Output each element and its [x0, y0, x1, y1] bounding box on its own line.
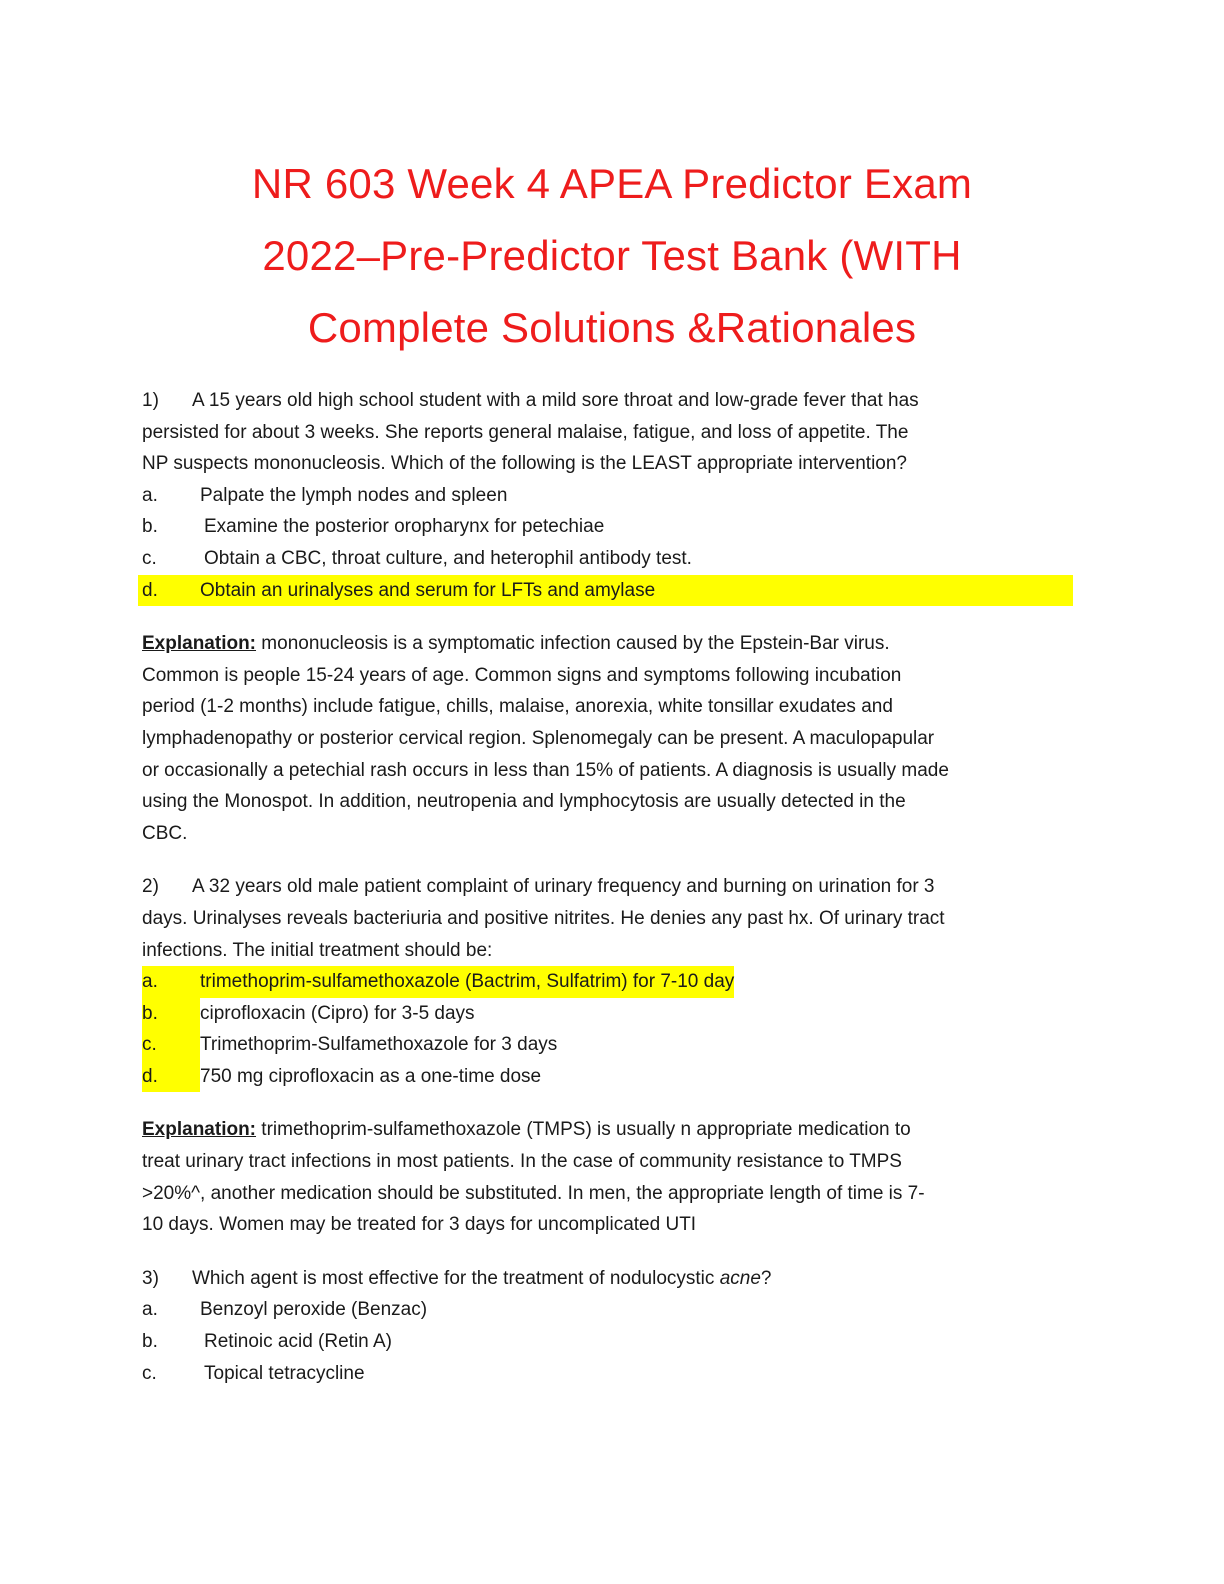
explanation: [142, 628, 1077, 849]
explanation: [142, 1114, 1077, 1240]
explanation-text: >20%^, another medication should be substituted. In men, the appropriate length of time is 7-: [142, 1182, 925, 1204]
question-text: infections. The initial treatment should be:: [142, 939, 493, 961]
answer-option: [142, 998, 1077, 1030]
explanation-label: Explanation:: [142, 1119, 257, 1141]
italic-term: acne: [719, 1267, 761, 1289]
option-text: Obtain a CBC, throat culture, and heterophil antibody test.: [204, 547, 692, 569]
explanation-text: Common is people 15-24 years of age. Common signs and symptoms following incubation: [142, 664, 902, 686]
option-text: ciprofloxacin (Cipro) for 3-5 days: [200, 1002, 475, 1024]
title-line: 2022–Pre-Predictor Test Bank (WITH: [262, 232, 962, 279]
answer-option: [142, 480, 1077, 512]
option-text: Retinoic acid (Retin A): [204, 1331, 392, 1353]
explanation-text: trimethoprim-sulfamethoxazole (TMPS) is usually n appropriate medication to: [256, 1119, 911, 1141]
answer-option: [142, 1294, 1077, 1326]
option-letter: c.: [142, 1029, 200, 1061]
document-body: [142, 385, 1077, 1389]
option-letter: a.: [142, 1299, 158, 1321]
option-text: Topical tetracycline: [204, 1362, 365, 1384]
title-line: Complete Solutions &Rationales: [307, 304, 917, 351]
option-text: 750 mg ciprofloxacin as a one-time dose: [200, 1065, 542, 1087]
explanation-text: treat urinary tract infections in most patients. In the case of community resistance to TMPS: [142, 1151, 902, 1173]
title-line: NR 603 Week 4 APEA Predictor Exam: [251, 160, 973, 207]
explanation-text: or occasionally a petechial rash occurs in less than 15% of patients. A diagnosis is usually made: [142, 759, 949, 781]
question-number: 2): [142, 876, 159, 898]
explanation-text: CBC.: [142, 822, 188, 844]
option-text: Examine the posterior oropharynx for petechiae: [204, 516, 605, 538]
answer-option-highlighted: [142, 966, 1077, 998]
question-2: [142, 871, 1077, 1241]
option-letter: b.: [142, 516, 158, 538]
question-text: A 32 years old male patient complaint of urinary frequency and burning on urination for 3: [192, 876, 935, 898]
answer-option: [142, 1326, 1077, 1358]
option-text: Trimethoprim-Sulfamethoxazole for 3 days: [200, 1034, 558, 1056]
document-title: [120, 148, 1104, 364]
explanation-text: lymphadenopathy or posterior cervical region. Splenomegaly can be present. A maculopapular: [142, 727, 935, 749]
answer-option: [142, 543, 1077, 575]
question-text: NP suspects mononucleosis. Which of the following is the LEAST appropriate intervention?: [142, 453, 907, 475]
explanation-text: mononucleosis is a symptomatic infection caused by the Epstein-Bar virus.: [256, 633, 890, 655]
option-text: trimethoprim-sulfamethoxazole (Bactrim, Sulfatrim) for 7-10 day: [200, 966, 734, 998]
option-letter: d.: [142, 579, 158, 601]
option-text: Obtain an urinalyses and serum for LFTs and amylase: [200, 579, 656, 601]
explanation-label: Explanation:: [142, 633, 257, 655]
question-1: [142, 385, 1077, 849]
answer-option: [142, 1029, 1077, 1061]
question-number: 3): [142, 1267, 159, 1289]
option-text: Palpate the lymph nodes and spleen: [200, 484, 508, 506]
explanation-text: 10 days. Women may be treated for 3 days for uncomplicated UTI: [142, 1214, 697, 1236]
option-text: Benzoyl peroxide (Benzac): [200, 1299, 428, 1321]
option-letter: b.: [142, 1331, 158, 1353]
answer-option: [142, 511, 1077, 543]
answer-option: [142, 1358, 1077, 1390]
question-text: A 15 years old high school student with a mild sore throat and low-grade fever that has: [192, 390, 919, 411]
option-letter: b.: [142, 998, 200, 1030]
explanation-text: using the Monospot. In addition, neutropenia and lymphocytosis are usually detected in the: [142, 791, 906, 813]
answer-option: [142, 1061, 1077, 1093]
question-3: [142, 1263, 1077, 1389]
option-letter: c.: [142, 547, 157, 569]
question-text: persisted for about 3 weeks. She reports general malaise, fatigue, and loss of appetite. The: [142, 421, 909, 443]
option-letter: c.: [142, 1362, 157, 1384]
answer-option-highlighted: [138, 575, 1073, 607]
option-letter: a.: [142, 966, 200, 998]
explanation-text: period (1-2 months) include fatigue, chills, malaise, anorexia, white tonsillar exudates and: [142, 696, 893, 718]
question-text: days. Urinalyses reveals bacteriuria and positive nitrites. He denies any past hx. Of urinary tract: [142, 907, 945, 929]
option-letter: a.: [142, 484, 158, 506]
option-letter: d.: [142, 1061, 200, 1093]
question-number: 1): [142, 390, 159, 411]
question-text: Which agent is most effective for the treatment of nodulocystic acne?: [192, 1267, 772, 1289]
